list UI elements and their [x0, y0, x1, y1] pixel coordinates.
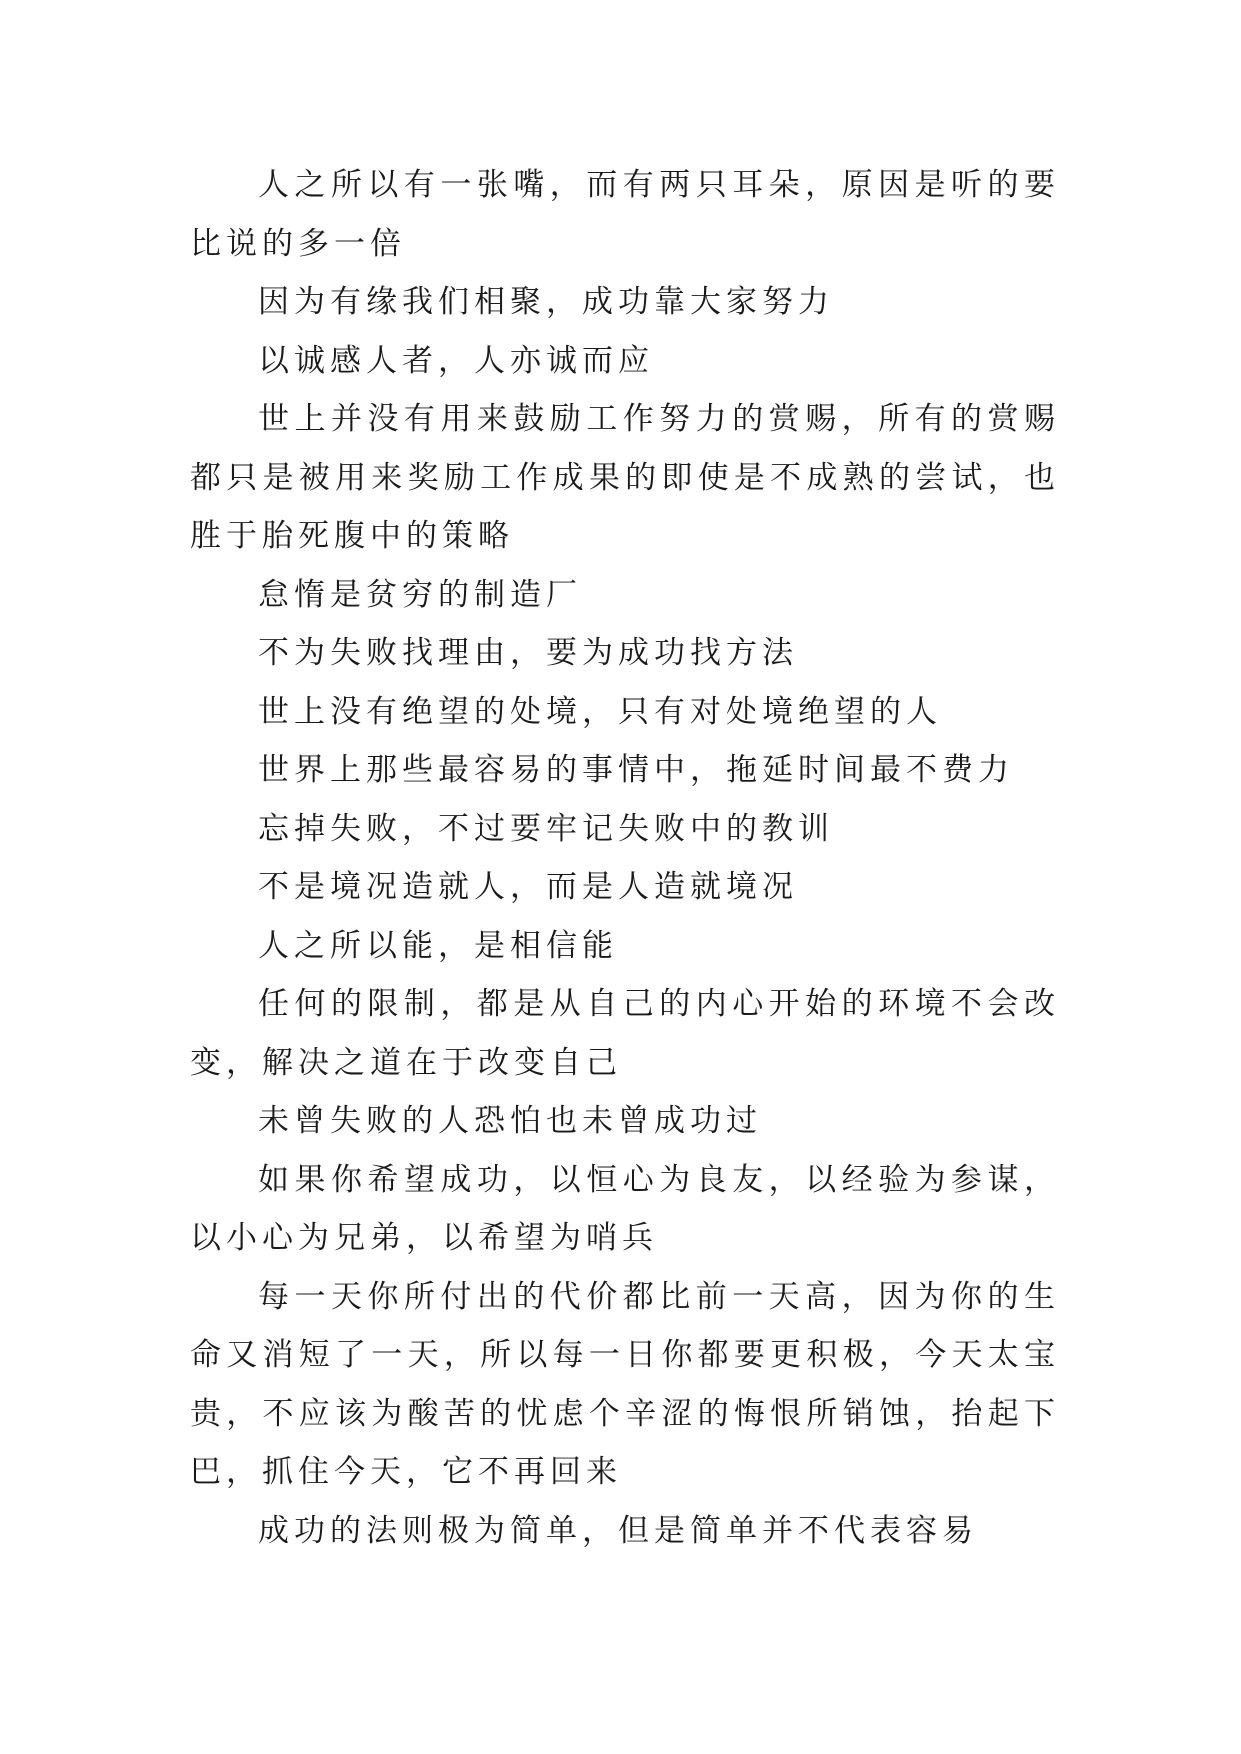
paragraph: 因为有缘我们相聚，成功靠大家努力: [258, 284, 834, 320]
paragraph: 任何的限制，都是从自己的内心开始的环境不会改变，解决之道在于改变自己: [190, 986, 1060, 1081]
paragraph: 不是境况造就人，而是人造就境况: [258, 869, 798, 905]
paragraph: 不为失败找理由，要为成功找方法: [258, 635, 798, 671]
paragraph: 忘掉失败，不过要牢记失败中的教训: [258, 810, 834, 847]
paragraph: 如果你希望成功，以恒心为良友，以经验为参谋，以小心为兄弟，以希望为哨兵: [190, 1161, 1060, 1256]
paragraph: 以诚感人者，人亦诚而应: [258, 342, 654, 379]
paragraph: 未曾失败的人恐怕也未曾成功过: [258, 1103, 762, 1139]
paragraph: 世上没有绝望的处境，只有对处境绝望的人: [258, 693, 942, 730]
paragraph: 怠惰是贫穷的制造厂: [258, 576, 582, 613]
paragraph: 每一天你所付出的代价都比前一天高，因为你的生命又消短了一天，所以每一日你都要更积极，今天太宝贵，不应该为酸苦的忧虑个辛涩的悔恨所销蚀，抬起下巴，抓住今天，它不再回来: [190, 1278, 1060, 1490]
paragraph: 世界上那些最容易的事情中，拖延时间最不费力: [258, 752, 1014, 788]
paragraph: 人之所以有一张嘴，而有两只耳朵，原因是听的要比说的多一倍: [190, 167, 1060, 262]
paragraph: 人之所以能，是相信能: [258, 927, 618, 964]
paragraph: 成功的法则极为简单，但是简单并不代表容易: [258, 1512, 978, 1549]
document-body: [190, 156, 1060, 1560]
paragraph: 世上并没有用来鼓励工作努力的赏赐，所有的赏赐都只是被用来奖励工作成果的即使是不成熟的尝试，也胜于胎死腹中的策略: [190, 401, 1060, 554]
